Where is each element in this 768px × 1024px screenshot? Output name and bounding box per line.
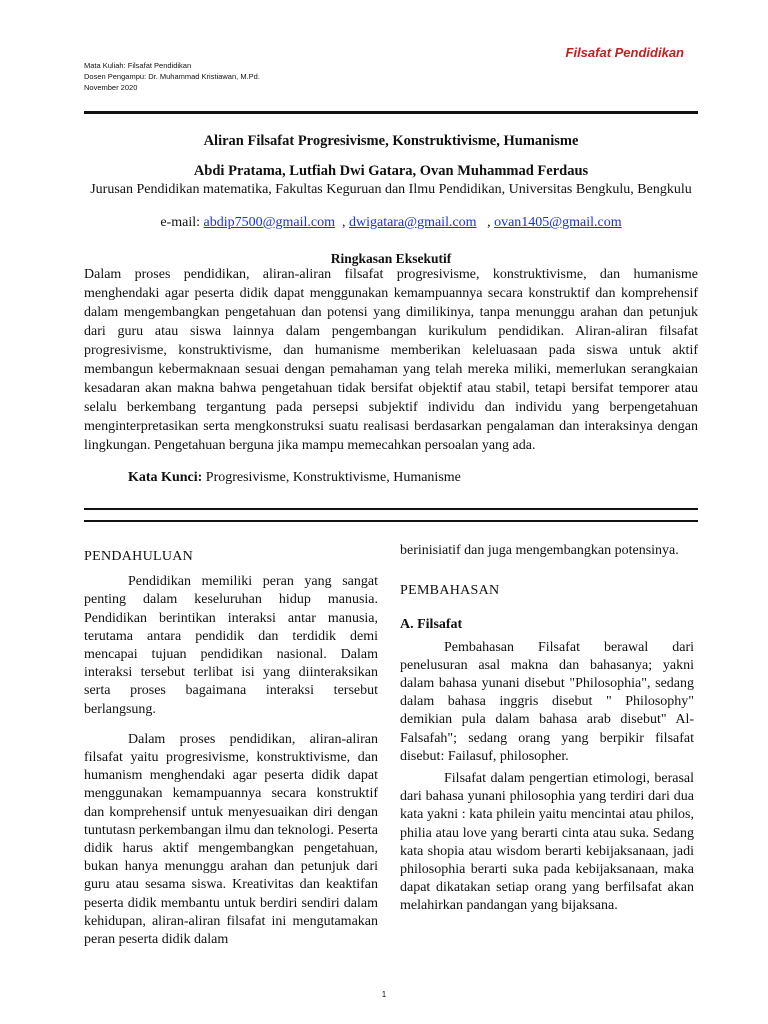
continuation-text: berinisiatif dan juga mengembangkan potensinya.	[400, 543, 679, 558]
lecturer-line: Dosen Pengampu: Dr. Muhammad Kristiawan, M.Pd.	[84, 72, 260, 81]
intro-paragraph-2: Dalam proses pendidikan, aliran-aliran filsafat yaitu progresivisme, konstruktivisme, dan humanism menghendaki agar peserta didik dapat menggunakan kemampuannya secara konstruktif dan komprehensif untuk menyesuaikan diri dengan tuntutasn perkembangan ilmu dan teknologi. Peserta didik harus aktif mengembangkan pengetahuan, bukan hanya menunggu arahan dan petunjuk dari guru atau sesama siswa. Kreativitas dan keaktifan peserta didik membantu untuk berdiri sendiri dalam kehidupan, aliran-aliran filsafat ini mengutamakan peran peserta didik dalam	[84, 731, 378, 948]
keywords	[128, 470, 461, 486]
course-line: Mata Kuliah: Filsafat Pendidikan	[84, 61, 192, 70]
email-label: e-mail:	[160, 215, 200, 230]
discussion-heading: PEMBAHASAN	[400, 583, 500, 599]
abstract-heading: Ringkasan Eksekutif	[330, 251, 452, 266]
filsafat-paragraph-1: Pembahasan Filsafat berawal dari penelusuran asal makna dan bahasanya; yakni dalam bahasa yunani disebut "Philosophia", sedang dalam bahasa inggris disebut " Philosophy" demikian pula dalam bahasa arab disebut" Al-Falsafah"; sedang orang yang berpikir filsafat disebut: Failasuf, philosopher.	[400, 639, 694, 764]
abstract-text: Dalam proses pendidikan, aliran-aliran filsafat progresivisme, konstruktivisme, dan humanisme menghendaki agar peserta didik dapat menggunakan kemampuannya secara konstruktif dan komprehensif dalam mengembangkan pengetahuan dan potensi yang dimilikinya, tanpa menunggu arahan dan petunjuk dari guru atau siswa lainnya dalam pengembangan kurikulum pendidikan. Aliran-aliran filsafat progresivisme, konstruktivisme, dan humanisme memberikan keleluasaan pada siswa untuk aktif membangun kebermaknaan sesuai dengan pemahaman yang telah mereka miliki, memerlukan serangkaian kesadaran akan makna bahwa pengetahuan tidak bersifat objektif atau stabil, tetapi bersifat temporer atau selalu berkembang tergantung pada persepsi subjektif individu dan individu yang berpengetahuan menginterpretasikan serta mengkonstruksi suatu realisasi berdasarkan pengalaman dan interaksinya dengan lingkungan. Pengetahuan berguna jika mampu memecahkan persoalan yang ada.	[84, 267, 698, 453]
section-rule-1	[84, 508, 698, 510]
keywords-text: Progresivisme, Konstruktivisme, Humanisme	[205, 470, 461, 485]
header-rule	[84, 111, 698, 114]
email-line: e-mail: abdip7500@gmail.com , dwigatara@gmail.com , ovan1405@gmail.com	[160, 215, 622, 230]
left-column	[84, 548, 378, 949]
journal-name: Filsafat Pendidikan	[565, 45, 684, 60]
right-column	[400, 542, 694, 916]
paper-affiliation: Jurusan Pendidikan matematika, Fakultas Keguruan dan Ilmu Pendidikan, Universitas Bengkulu, Bengkulu	[90, 182, 692, 197]
paper-title: Aliran Filsafat Progresivisme, Konstruktivisme, Humanisme	[203, 133, 579, 149]
paper-authors: Abdi Pratama, Lutfiah Dwi Gatara, Ovan Muhammad Ferdaus	[193, 163, 589, 179]
course-meta	[84, 60, 260, 93]
filsafat-paragraph-2: Filsafat dalam pengertian etimologi, berasal dari bahasa yunani philosophia yang terdiri dari dua kata yakni : kata philein yaitu mencintai atau philos, philia atau love yang berarti cinta atau suka. Sedang kata shopia atau wisdom berarti kebijaksanaan, jadi philosophia berarti suka pada kebijaksanaan, maka dapat dikatakan setiap orang yang berfilsafat akan melahirkan pandangan yang bijaksana.	[400, 771, 694, 914]
section-rule-2	[84, 520, 698, 522]
filsafat-subheading: A. Filsafat	[400, 617, 463, 633]
page-number: 1	[381, 990, 387, 999]
intro-paragraph-1: Pendidikan memiliki peran yang sangat penting dalam keseluruhan hidup manusia. Pendidikan berintikan interaksi antar manusia, terutama antara pendidik dan terdidik demi mencapai tujuan pendidikan nasional. Dalam interaksi tersebut terlibat isi yang diinteraksikan serta proses bagaimana interaksi tersebut berlangsung.	[84, 574, 378, 717]
email-link-2[interactable]: dwigatara@gmail.com	[348, 215, 477, 230]
intro-heading: PENDAHULUAN	[84, 549, 194, 564]
date-line: November 2020	[84, 83, 138, 92]
keywords-label: Kata Kunci:	[128, 470, 203, 485]
email-link-1[interactable]: abdip7500@gmail.com	[203, 215, 335, 230]
email-link-3[interactable]: ovan1405@gmail.com	[494, 215, 622, 230]
